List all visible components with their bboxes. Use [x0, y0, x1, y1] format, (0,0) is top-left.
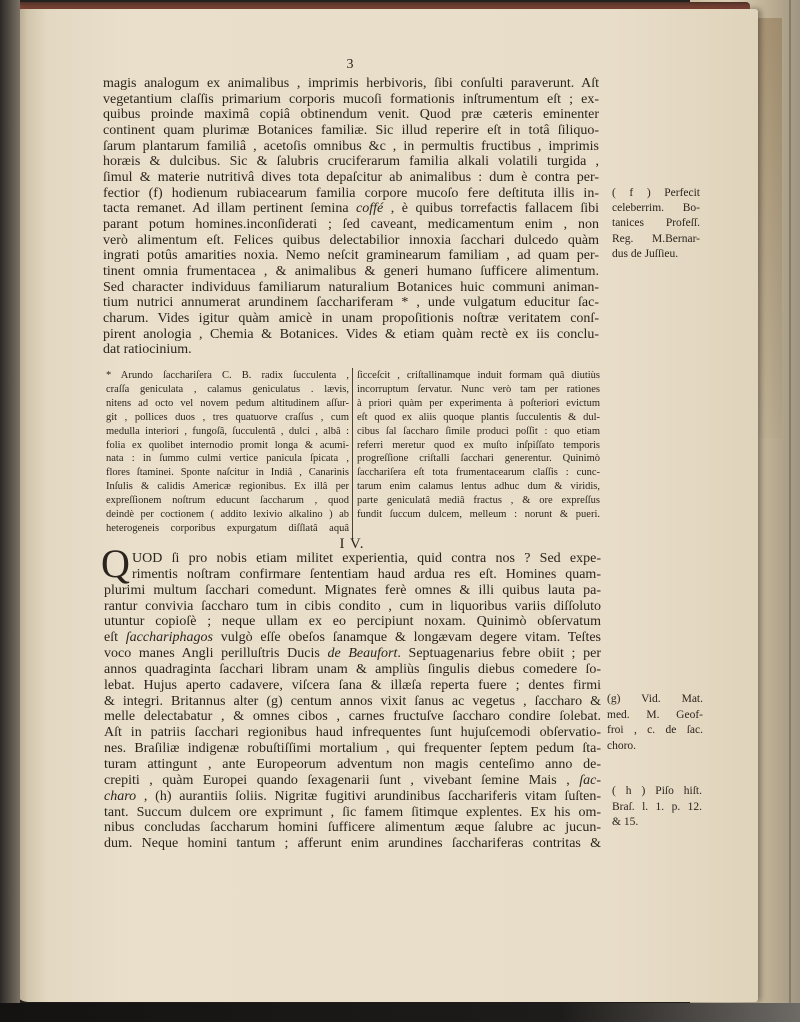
text-line: UOD ſi pro nobis etiam militet experientia, quid contra nos ? Sed expe- [132, 551, 601, 566]
text-segment: voco manes Angli perilluſtris Ducis [104, 646, 328, 662]
text-line: froi , c. de ſac. [607, 724, 703, 736]
text-line: quibus proinde maximâ copiâ obtinendum venit. Quod præ cæteris eminenter [103, 107, 599, 123]
italic-text: ſac- [579, 772, 601, 788]
text-segment: . Septuagenarius febre obiit ; per [397, 646, 601, 662]
italic-text: de Beaufort [327, 646, 398, 662]
text-line: annos quadraginta ſacchari libram unam & ampliùs ſingulis diebus comedere ſo- [104, 661, 601, 677]
text-line: referri meretur quod ex muſto inſpiſſato temporis [357, 439, 600, 451]
text-line [104, 630, 601, 646]
text-line: vegetantium claſſis primarium corporis mucoſi formationis inſtrumentum eſt ; ex- [103, 91, 599, 107]
text-line: parant potum homines.inconſiderati ; ſed caveant, medicamentum enim , non [103, 216, 599, 232]
text-line [103, 201, 599, 217]
text-segment: , (h) aurantiis ſoliis. Nigritæ fugitivi arundinibus ſacchariferis vitam ſuſten- [136, 788, 601, 804]
text-line: fundit ſuccum dulcem, melleum : norunt & pueri. [357, 509, 600, 521]
text-line: heterogeneis corporibus expurgatum diſſlatâ aquâ [106, 522, 349, 534]
text-line: * Arundo ſacchariſera C. B. radix ſucculenta , [106, 370, 349, 381]
text-line: tinent omnia frumentacea , & animalibus & generi humano ſufficere alimentum. [103, 263, 599, 279]
text-line: Aſt in patriis ſacchari regionibus haud infrequentes ſunt hujuſcemodi obſervatio- [104, 725, 601, 741]
text-line: git , pollices duos , tres quatuorve craſſus , cum [106, 411, 349, 423]
text-line: nibus concludas ſaccharum homini ſufficere alimentum æque ſalubre ac jucun- [104, 820, 601, 836]
text-line: flores ſtaminei. Sponte naſcitur in Indiâ , Canarinis [106, 467, 349, 479]
text-line [104, 646, 601, 662]
footnote-column-divider [352, 368, 353, 540]
text-line: cibus ſal ſaccharo ſimile produci poſſit : quo etiam [357, 425, 600, 437]
page-edge-line [789, 0, 791, 1008]
text-line: turam attingunt , ante Europeorum adventum non magis centeſimo anno de- [104, 756, 601, 772]
text-line: pirent anologia , Chemia & Botanices. Vides & etiam quàm rectè ex iis conclu- [103, 326, 599, 342]
text-line: magis analogum ex animalibus , imprimis herbivoris, ſibi conſulti paraverunt. Aſt [103, 76, 599, 91]
text-line [104, 789, 601, 805]
page-number: 3 [346, 57, 354, 72]
text-line: ( h ) Piſo hiſt. [612, 785, 702, 797]
text-line: ingrati potûs amarities noxia. Nemo neſcit graminearum familiam , ad quam per- [103, 248, 599, 264]
text-line: med. M. Geof- [607, 708, 703, 721]
text-line: tanices Profeſſ. [612, 217, 700, 230]
text-line: dat ratiocinium. [103, 342, 192, 358]
paper-stain [756, 18, 782, 438]
text-line: (g) Vid. Mat. [607, 693, 703, 705]
text-line: eſt quod ex aliis quoque plantis ſucculentis & dul- [357, 411, 600, 423]
text-line: à priori quàm per experimenta à poſteriori evictum [357, 397, 600, 409]
text-line: charum. Vides igitur quàm amicè in unam propoſitionis noſtræ veritatem conſ- [103, 310, 599, 326]
text-line: ſimul & materie nutritivâ dives tota depaſcitur ab animalibus : dum è contra per- [103, 169, 599, 185]
text-line: craſſa geniculata , calamus geniculatus . lævis, [106, 383, 349, 395]
text-line: Braſ. l. 1. p. 12. [612, 800, 702, 813]
footnote-right-column [357, 369, 600, 522]
text-segment: , è quibus torrefactis fallacem ſibi [383, 201, 599, 217]
text-line: rantur convivia ſaccharo tum in cibis condito , cum in liquoribus variis diſſoluto [104, 598, 601, 614]
text-line: fectior (f) hodienum rubiacearum familia corpore mucoſo fere deſtituta illis in- [103, 185, 599, 201]
book-gutter [0, 0, 20, 1022]
text-line: verò alimentum eſt. Felices quibus delectabilior innoxia ſacchari dulcedo quàm [103, 232, 599, 248]
main-paragraph [103, 76, 599, 358]
text-segment: eſt [104, 630, 126, 646]
text-line: dus de Juſſieu. [612, 247, 679, 260]
text-line: tarum enim calamus lentus adhuc dum & viridis, [357, 481, 600, 493]
text-line: ſacchariſera eſt tota frumentacearum claſſis : cunc- [357, 467, 600, 479]
text-line: Reg. M.Bernar- [612, 232, 700, 245]
bottom-background [0, 1003, 800, 1022]
drop-cap: Q [101, 541, 130, 586]
footnote-left-column [106, 369, 349, 536]
text-line: ſicceſcit , criſtallinamque induit formam quâ diutiùs [357, 370, 600, 381]
text-line: lebat. Hujus aperto cadavere, viſcera ſana & illæſa reperta fuere ; dentes firmi [104, 677, 601, 693]
margin-note-f [612, 186, 700, 262]
text-line: expreſſionem noſtrum educunt ſaccharum , quod [106, 495, 349, 507]
text-line: tant. Succum dulcem ore exprimunt , ſic famem ſitimque explentes. Ex his om- [104, 804, 601, 820]
text-line: ( f ) Perfecit [612, 187, 700, 199]
text-line: ſarum plantarum familiâ , acetoſis omnibus &c , in permultis fructibus , imprimis [103, 138, 599, 154]
text-segment: crepiti , quàm Europei quando ſexagenarii ſunt , vivebant ſemine Mais , [104, 772, 580, 788]
text-line: Sed character individuus familiarum naturalium Botanices huic communi animan- [103, 279, 599, 295]
italic-text: coffé [356, 201, 384, 217]
text-segment: vulgò eſſe obeſos ſanamque & longævam degere vitam. Teſtes [212, 630, 602, 646]
text-line: dum. Neque homini tantum ; afferunt enim arundines ſacchariferas contritas & [104, 836, 601, 852]
text-segment: tacta remanet. Ad illam pertinent ſemina [103, 201, 357, 217]
italic-text: ſacchariphagos [125, 630, 213, 646]
text-line: utuntur copioſè ; neque ullam ex eo percipiunt noxam. Quinimò obſervatum [104, 614, 601, 630]
text-line: nata : in ſummo culmi vertice panicula ſpicata , [106, 453, 349, 465]
text-line: incorruptum ſervatur. Nunc verò tam per rationes [357, 383, 600, 395]
section-iv-paragraph [104, 551, 601, 852]
margin-note-h [612, 784, 702, 831]
italic-text: charo [104, 788, 137, 804]
margin-note-g [607, 692, 703, 754]
section-heading: I V. [339, 536, 365, 552]
text-line: progreſſione criſtalli ſacchari generentur. Quinimò [357, 453, 600, 465]
text-line: rimentis noſtram confirmare ſententiam haud ardua res eſt. Homines quam- [132, 566, 601, 582]
text-line: folia ex quolibet internodio promit longa & acumi- [106, 439, 349, 451]
text-line: medulla interiori , fungoſâ, ſucculentâ , dulci , albâ : [106, 425, 349, 437]
text-line: tium nutrici annumerat arundinem ſacchariferam * , unde vulgatum educitur ſac- [103, 295, 599, 311]
text-line: horæis & dulcibus. Sic & ſalubris cruciferarum familia alkali volatili turgida , [103, 154, 599, 170]
text-line: & 15. [612, 816, 639, 828]
text-line: parte geniculatâ mediâ fractus , & ore expreſſus [357, 495, 600, 507]
text-line: nitens ad octo vel novem pedum altitudinem aſſur- [106, 397, 349, 409]
text-line: deindè per coctionem ( addito lexivio alkalino ) ab [106, 509, 349, 521]
text-line: nes. Braſiliæ indigenæ robuſtiſſimi mortalium , qui frequenter ſeptem pedum ſta- [104, 741, 601, 757]
text-line: Inſulis & calidis Americæ regionibus. Ex illâ per [106, 481, 349, 493]
text-line: & integri. Britannus alter (g) centum annos vixit ſanus ac vegetus , ſaccharo & [104, 693, 601, 709]
text-line: plurimi multum ſacchari comedunt. Mignates ferè omnes & illi quibus lauta pa- [104, 582, 601, 598]
text-line [104, 773, 601, 789]
text-line: choro. [607, 739, 637, 752]
text-line: celeberrim. Bo- [612, 202, 700, 215]
text-line: continent quam plurimæ Botanices familiæ. Sic illud reperire eſt in totâ ſiliquo- [103, 122, 599, 138]
text-line: melle delectabatur , & omnes cibos , carnes fructuſve ſaccharo condire ſolebat. [104, 709, 601, 725]
